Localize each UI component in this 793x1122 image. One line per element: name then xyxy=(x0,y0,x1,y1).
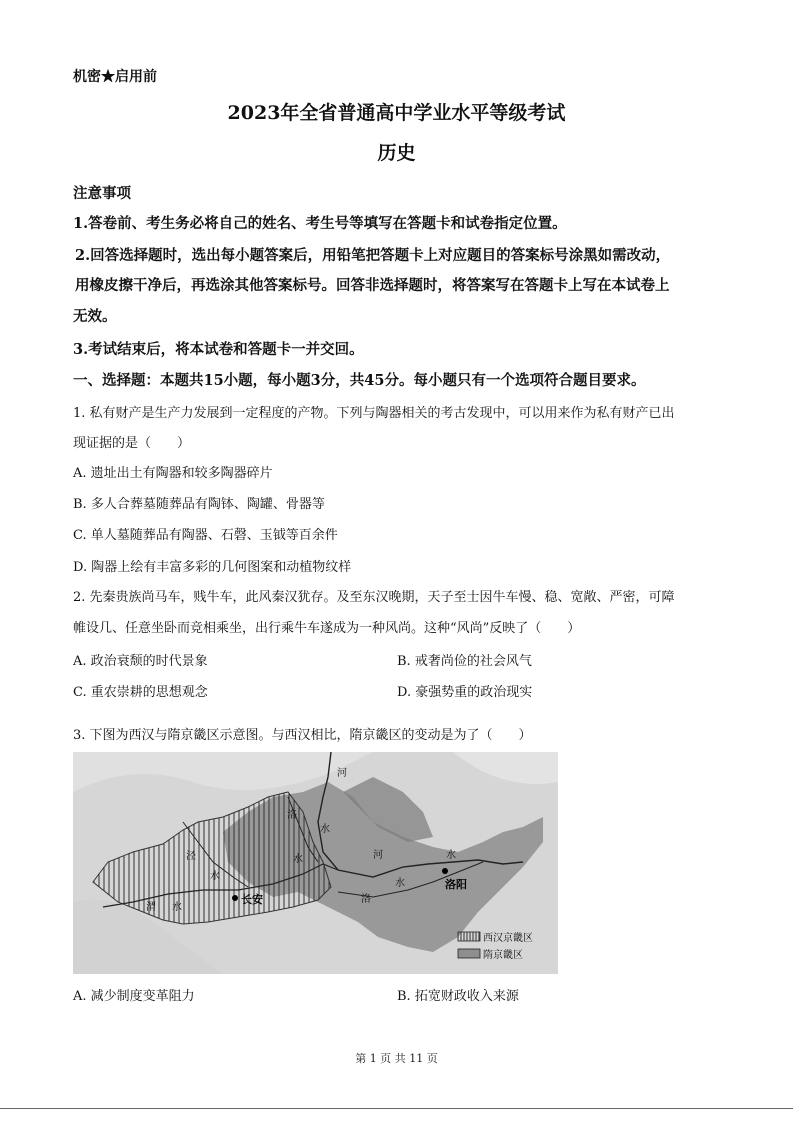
map-label: 水 xyxy=(293,854,303,865)
note-item: 2.回答选择题时，选出每小题答案后，用铅笔把答题卡上对应题目的答案标号涂黑如需改动， xyxy=(75,247,671,264)
confidential-label: 机密★启用前 xyxy=(73,69,157,85)
q2-option-a: A. 政治衰颓的时代景象 xyxy=(73,654,208,669)
note-item: 无效。 xyxy=(73,308,117,325)
subject-title: 历史 xyxy=(377,142,416,164)
q1-stem: 1. 私有财产是生产力发展到一定程度的产物。下列与陶器相关的考古发现中，可以用来作为私有财产已出 xyxy=(73,406,675,421)
q3-option-b: B. 拓宽财政收入来源 xyxy=(397,989,519,1004)
map-label: 河 xyxy=(337,768,347,779)
note-item: 用橡皮擦干净后，再选涂其他答案标号。回答非选择题时，将答案写在答题卡上写在本试卷上 xyxy=(75,277,670,294)
luoyang-marker xyxy=(442,868,448,874)
map-label: 水 xyxy=(446,850,456,861)
map-label: 水 xyxy=(210,871,220,882)
q3-stem: 3. 下图为西汉与隋京畿区示意图。与西汉相比，隋京畿区的变动是为了（ ） xyxy=(73,728,532,743)
map-label: 洛 xyxy=(361,894,371,905)
exam-title: 2023年全省普通高中学业水平等级考试 xyxy=(227,102,566,124)
map-svg xyxy=(73,752,558,974)
q2-stem: 2. 先秦贵族尚马车，贱牛车，此风秦汉犹存。及至东汉晚期，天子至士因牛车慢、稳、宽敞、严密，可障 xyxy=(73,590,675,605)
city-luoyang: 洛阳 xyxy=(445,878,467,891)
q2-stem: 帷设几、任意坐卧而竞相乘坐，出行乘牛车遂成为一种风尚。这种“风尚”反映了（ ） xyxy=(73,621,581,636)
legend-han: 西汉京畿区 xyxy=(483,933,533,944)
map-label: 水 xyxy=(172,902,182,913)
notes-heading: 注意事项 xyxy=(73,185,131,202)
map-label: 泾 xyxy=(186,851,196,862)
map-label: 水 xyxy=(320,824,330,835)
q1-option-a: A. 遗址出土有陶器和较多陶器碎片 xyxy=(73,466,273,481)
map-label: 河 xyxy=(373,850,383,861)
q3-option-a: A. 减少制度变革阻力 xyxy=(73,989,195,1004)
section-heading: 一、选择题：本题共15小题，每小题3分，共45分。每小题只有一个选项符合题目要求。 xyxy=(73,372,646,389)
note-item: 1.答卷前、考生务必将自己的姓名、考生号等填写在答题卡和试卷指定位置。 xyxy=(73,215,567,232)
map-label: 洛 xyxy=(287,810,297,821)
city-changan: 长安 xyxy=(241,893,263,906)
q1-option-d: D. 陶器上绘有丰富多彩的几何图案和动植物纹样 xyxy=(73,560,352,575)
q1-stem: 现证据的是（ ） xyxy=(73,436,191,451)
q2-option-d: D. 豪强势重的政治现实 xyxy=(397,685,533,700)
map-label: 渭 xyxy=(146,902,156,913)
capital-region-map xyxy=(73,752,558,974)
note-item: 3.考试结束后，将本试卷和答题卡一并交回。 xyxy=(73,341,364,358)
legend-sui: 隋京畿区 xyxy=(483,950,523,961)
map-label: 水 xyxy=(395,878,405,889)
changan-marker xyxy=(232,895,238,901)
q1-option-c: C. 单人墓随葬品有陶器、石磬、玉钺等百余件 xyxy=(73,528,338,543)
q2-option-c: C. 重农崇耕的思想观念 xyxy=(73,685,208,700)
q2-option-b: B. 戒奢尚俭的社会风气 xyxy=(397,654,532,669)
q1-option-b: B. 多人合葬墓随葬品有陶钵、陶罐、骨器等 xyxy=(73,497,325,512)
page-number: 第 1 页 共 11 页 xyxy=(355,1052,438,1065)
bottom-divider xyxy=(0,1108,793,1109)
